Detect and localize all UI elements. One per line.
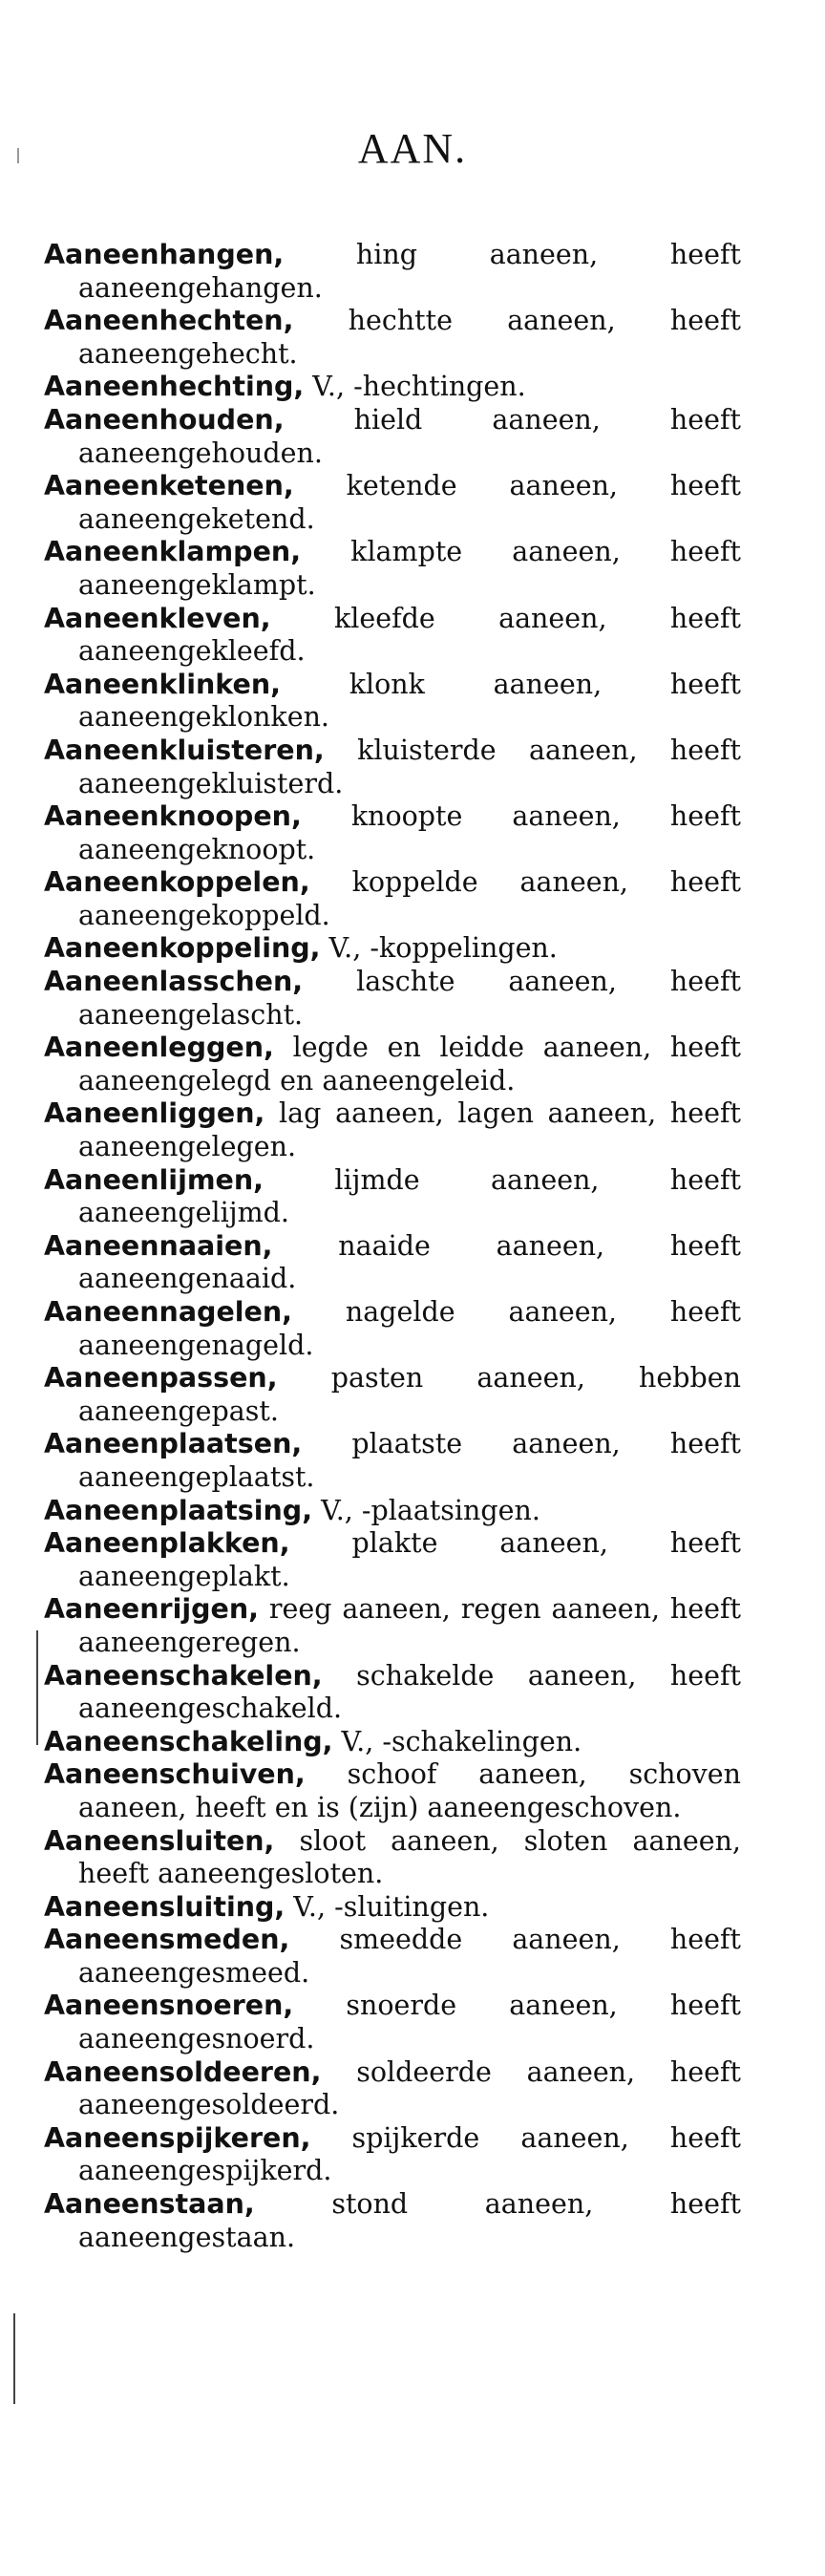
entry-definition: pasten aaneen, hebben aaneengepast. (78, 1362, 741, 1427)
dictionary-entry (44, 2188, 741, 2254)
dictionary-entry (44, 239, 741, 305)
dictionary-entry (44, 1495, 741, 1528)
dictionary-entry (44, 1660, 741, 1726)
entry-list (44, 239, 741, 2254)
entry-definition: nagelde aaneen, heeft aaneengenageld. (78, 1296, 741, 1361)
entry-definition: V., -hechtingen. (304, 371, 526, 403)
dictionary-entry (44, 1097, 741, 1163)
dictionary-entry (44, 1164, 741, 1230)
dictionary-entry (44, 305, 741, 371)
entry-headword: Aaneenpassen, (44, 1362, 278, 1394)
dictionary-entry (44, 2122, 741, 2188)
entry-headword: Aaneenliggen, (44, 1097, 265, 1130)
entry-headword: Aaneenspijkeren, (44, 2121, 311, 2154)
entry-headword: Aaneenklinken, (44, 668, 281, 700)
entry-headword: Aaneenleggen, (44, 1032, 274, 1064)
entry-definition: spijkerde aaneen, heeft aaneengespijkerd. (78, 2121, 741, 2187)
dictionary-entry (44, 536, 741, 602)
entry-headword: Aaneennaaien, (44, 1229, 273, 1262)
entry-definition: soldeerde aaneen, heeft aaneengesoldeerd. (78, 2055, 741, 2121)
dictionary-entry (44, 1593, 741, 1659)
entry-headword: Aaneensluiten, (44, 1824, 275, 1857)
entry-definition: kleefde aaneen, heeft aaneengekleefd. (78, 602, 741, 668)
entry-definition: knoopte aaneen, heeft aaneengeknoopt. (78, 800, 741, 865)
dictionary-entry (44, 1032, 741, 1097)
entry-definition: kluisterde aaneen, heeft aaneengekluisterd. (78, 734, 741, 799)
entry-definition: schakelde aaneen, heeft aaneengeschakeld. (78, 1659, 741, 1725)
dictionary-entry (44, 800, 741, 866)
dictionary-entry (44, 1296, 741, 1362)
entry-headword: Aaneenkoppelen, (44, 866, 310, 899)
dictionary-entry (44, 866, 741, 932)
entry-definition: reeg aaneen, regen aaneen, heeft aaneengeregen. (78, 1593, 741, 1658)
dictionary-entry (44, 1990, 741, 2055)
entry-headword: Aaneensmeden, (44, 1924, 290, 1956)
entry-definition: V., -plaatsingen. (312, 1494, 540, 1526)
entry-headword: Aaneenhouden, (44, 403, 285, 436)
dictionary-entry (44, 1230, 741, 1296)
entry-definition: lag aaneen, lagen aaneen, heeft aaneengelegen. (78, 1097, 741, 1163)
entry-headword: Aaneenhangen, (44, 239, 285, 270)
entry-headword: Aaneenschakeling, (44, 1725, 333, 1757)
entry-definition: ketende aaneen, heeft aaneengeketend. (78, 470, 741, 535)
entry-headword: Aaneensnoeren, (44, 1990, 294, 2022)
entry-definition: schoof aaneen, schoven aaneen, heeft en is (zijn) aaneengeschoven. (78, 1758, 741, 1823)
entry-definition: lijmde aaneen, heeft aaneengelijmd. (78, 1163, 741, 1229)
entry-definition: klampte aaneen, heeft aaneengeklampt. (78, 536, 741, 601)
dictionary-entry (44, 932, 741, 966)
entry-headword: Aaneensluiting, (44, 1890, 286, 1923)
entry-definition: V., -sluitingen. (285, 1890, 490, 1923)
entry-definition: stond aaneen, heeft aaneengestaan. (78, 2188, 741, 2253)
dictionary-entry (44, 404, 741, 470)
dictionary-entry (44, 669, 741, 734)
entry-definition: koppelde aaneen, heeft aaneengekoppeld. (78, 866, 741, 931)
entry-headword: Aaneenkoppeling, (44, 932, 321, 965)
entry-headword: Aaneenklampen, (44, 536, 302, 568)
entry-definition: plaatste aaneen, heeft aaneengeplaatst. (78, 1428, 741, 1493)
entry-headword: Aaneenplaatsing, (44, 1494, 313, 1526)
entry-headword: Aaneenketenen, (44, 470, 294, 502)
dictionary-entry (44, 734, 741, 800)
dictionary-entry (44, 1758, 741, 1824)
dictionary-entry (44, 1924, 741, 1990)
dictionary-entry (44, 371, 741, 404)
entry-definition: smeedde aaneen, heeft aaneengesmeed. (78, 1924, 741, 1989)
dictionary-entry (44, 966, 741, 1032)
dictionary-entry (44, 1428, 741, 1494)
margin-bar (36, 1630, 38, 1745)
dictionary-entry (44, 1362, 741, 1428)
entry-headword: Aaneenhechten, (44, 305, 294, 337)
dictionary-entry (44, 1726, 741, 1759)
dictionary-entry (44, 2056, 741, 2122)
entry-definition: V., -schakelingen. (332, 1725, 582, 1757)
entry-headword: Aaneenrijgen, (44, 1593, 259, 1626)
entry-headword: Aaneensoldeeren, (44, 2055, 322, 2088)
entry-definition: hield aaneen, heeft aaneengehouden. (78, 403, 741, 469)
entry-headword: Aaneenhechting, (44, 371, 305, 403)
entry-definition: klonk aaneen, heeft aaneengeklonken. (78, 668, 741, 734)
entry-headword: Aaneenlasschen, (44, 966, 304, 998)
entry-headword: Aaneenplakken, (44, 1527, 290, 1560)
entry-headword: Aaneenstaan, (44, 2188, 255, 2221)
margin-bar-lower (13, 2313, 15, 2404)
entry-headword: Aaneennagelen, (44, 1296, 292, 1328)
entry-headword: Aaneenknoopen, (44, 800, 302, 833)
entry-headword: Aaneenschuiven, (44, 1758, 306, 1791)
page-header: AAN. (357, 125, 468, 172)
dictionary-entry (44, 603, 741, 669)
dictionary-entry (44, 1825, 741, 1891)
entry-headword: Aaneenkleven, (44, 602, 271, 634)
entry-definition: snoerde aaneen, heeft aaneengesnoerd. (78, 1990, 741, 2055)
entry-definition: hing aaneen, heeft aaneengehangen. (78, 239, 741, 304)
entry-definition: laschte aaneen, heeft aaneengelascht. (78, 966, 741, 1031)
entry-headword: Aaneenschakelen, (44, 1659, 323, 1692)
entry-headword: Aaneenkluisteren, (44, 734, 325, 766)
dictionary-entry (44, 1527, 741, 1593)
dictionary-entry (44, 470, 741, 536)
entry-definition: plakte aaneen, heeft aaneengeplakt. (78, 1527, 741, 1592)
entry-definition: sloot aaneen, sloten aaneen, heeft aaneengesloten. (78, 1824, 741, 1890)
entry-definition: naaide aaneen, heeft aaneengenaaid. (78, 1229, 741, 1295)
entry-headword: Aaneenlijmen, (44, 1163, 264, 1196)
entry-definition: V., -koppelingen. (320, 932, 558, 965)
entry-definition: legde en leidde aaneen, heeft aaneengelegd en aaneengeleid. (78, 1032, 741, 1096)
entry-headword: Aaneenplaatsen, (44, 1428, 303, 1460)
dictionary-entry (44, 1891, 741, 1925)
entry-definition: hechtte aaneen, heeft aaneengehecht. (78, 305, 741, 370)
